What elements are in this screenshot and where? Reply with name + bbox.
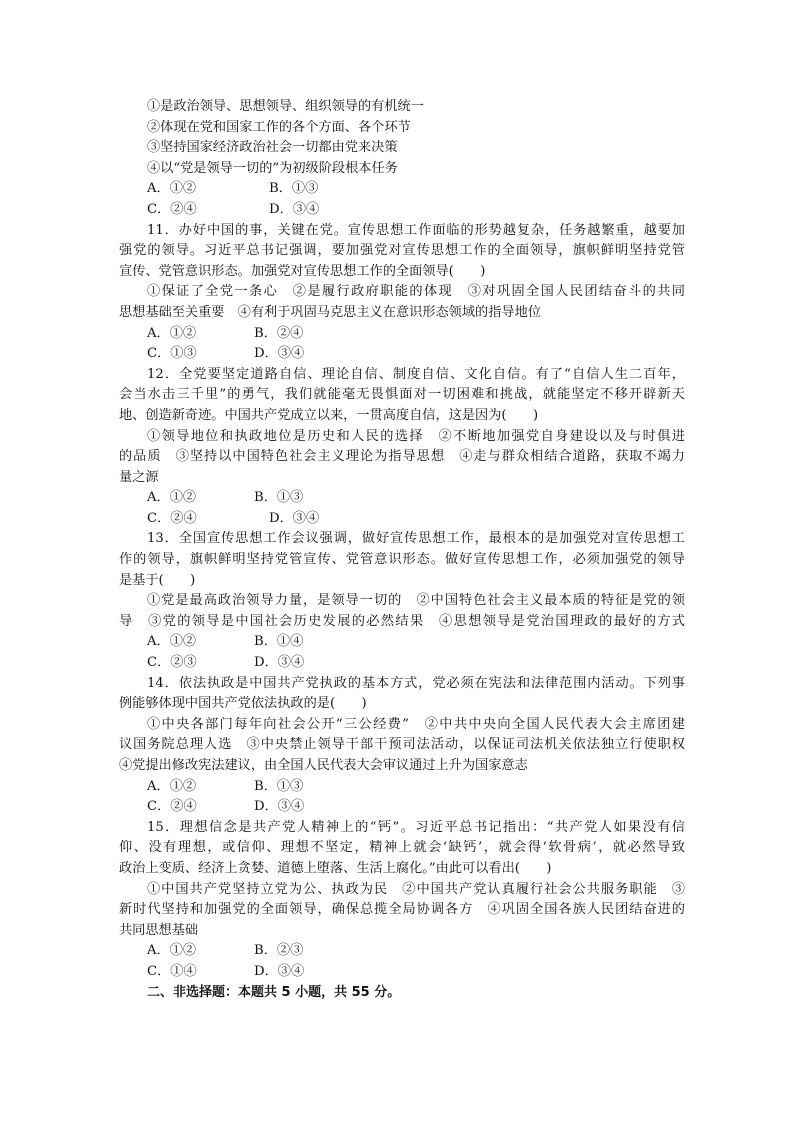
- statement: 量之源: [119, 469, 159, 485]
- option-b: B．②④: [254, 325, 304, 341]
- question-stem: 作的领导，旗帜鲜明坚持党管宣传、党管意识形态。做好宣传思想工作，必须加强党的领导: [119, 552, 685, 568]
- question-stem: 是基于( ): [119, 572, 196, 588]
- options-row: [119, 509, 685, 530]
- question-stem: 例能够体现中国共产党依法执政的是( ): [119, 696, 367, 712]
- option-c: C．②④: [147, 799, 197, 815]
- options-row: [119, 324, 685, 345]
- option-a: A．①②: [147, 181, 197, 197]
- statement: ③坚持国家经济政治社会一切都由党来决策: [147, 140, 398, 156]
- options-row: [119, 344, 685, 365]
- statement: 新时代坚持和加强党的全面领导，确保总揽全局协调各方 ④巩固全国各族人民团结奋进的: [119, 902, 685, 918]
- options-row: [119, 488, 685, 509]
- question-stem: 政治上变质、经济上贪婪、道德上堕落、生活上腐化。”由此可以看出( ): [119, 860, 552, 876]
- option-b: B．②③: [254, 943, 304, 959]
- option-b: B．①③: [254, 490, 304, 506]
- option-a: A．①②: [147, 490, 197, 506]
- question-stem: 宣传、党管意识形态。加强党对宣传思想工作的全面领导( ): [119, 263, 486, 279]
- question-13: [119, 529, 685, 673]
- statement: 导 ③党的领导是中国社会历史发展的必然结果 ④思想领导是党治国理政的最好的方式: [119, 613, 685, 629]
- option-a: A．①②: [147, 634, 197, 650]
- option-c: C．①④: [147, 963, 197, 979]
- statement: ④以“党是领导一切的”为初级阶段根本任务: [147, 160, 398, 176]
- option-c: C．②④: [147, 201, 197, 217]
- question-stem: 15．理想信念是共产党人精神上的“钙”。习近平总书记指出：“共产党人如果没有信: [147, 819, 685, 835]
- statement: ①领导地位和执政地位是历史和人民的选择 ②不断地加强党自身建设以及与时俱进: [147, 428, 685, 444]
- statement: ①保证了全党一条心 ②是履行政府职能的体现 ③对巩固全国人民团结奋斗的共同: [147, 284, 685, 300]
- option-d: D．③④: [254, 655, 305, 671]
- option-c: C．②③: [147, 655, 197, 671]
- options-row: [119, 777, 685, 798]
- question-stem: 强党的领导。习近平总书记强调，要加强党对宣传思想工作的全面领导，旗帜鲜明坚持党管: [119, 243, 685, 259]
- options-row: [119, 179, 685, 200]
- option-b: B．①③: [269, 181, 319, 197]
- option-a: A．①②: [147, 325, 197, 341]
- option-a: A．①②: [147, 778, 197, 794]
- question-stem: 仰、没有理想，或信仰、理想不坚定，精神上就会‘缺钙’，就会得‘软骨病’，就必然导致: [119, 840, 685, 856]
- statement: ①是政治领导、思想领导、组织领导的有机统一: [147, 99, 424, 114]
- question-15: [119, 818, 685, 983]
- question-stem: 11．办好中国的事，关键在党。宣传思想工作面临的形势越复杂，任务越繁重，越要加: [147, 222, 685, 238]
- statement: ①中央各部门每年向社会公开“三公经费” ②中共中央向全国人民代表大会主席团建: [147, 716, 685, 732]
- question-12: [119, 365, 685, 530]
- options-row: [119, 632, 685, 653]
- option-d: D．③④: [254, 963, 305, 979]
- options-row: [119, 797, 685, 818]
- option-a: A．①②: [147, 943, 197, 959]
- statement: ④党提出修改宪法建议，由全国人民代表大会审议通过上升为国家意志: [119, 758, 528, 773]
- options-row: [119, 200, 685, 221]
- statement: ①党是最高政治领导力量，是领导一切的 ②中国特色社会主义最本质的特征是党的领: [147, 593, 685, 609]
- options-row: [119, 962, 685, 983]
- question-stem: 12．全党要坚定道路自信、理论自信、制度自信、文化自信。有了“自信人生二百年，: [147, 366, 685, 382]
- statement: 议国务院总理人选 ③中央禁止领导干部干预司法活动，以保证司法机关依法独立行使职权: [119, 737, 685, 753]
- question-11: [119, 221, 685, 365]
- option-c: C．①③: [147, 346, 197, 362]
- statement: 思想基础至关重要 ④有利于巩固马克思主义在意识形态领域的指导地位: [119, 304, 541, 320]
- statement: 的品质 ③坚持以中国特色社会主义理论为指导思想 ④走与群众相结合道路，获取不竭力: [119, 449, 685, 465]
- question-stem: 地、创造新奇迹。中国共产党成立以来，一贯高度自信，这是因为( ): [119, 407, 539, 423]
- question-14: [119, 674, 685, 818]
- question-stem: 14．依法执政是中国共产党执政的基本方式，党必须在宪法和法律范围内活动。下列事: [147, 675, 685, 691]
- statement: ①中国共产党坚持立党为公、执政为民 ②中国共产党认真履行社会公共服务职能 ③: [147, 881, 685, 897]
- options-row: [119, 653, 685, 674]
- option-b: B．①③: [254, 778, 304, 794]
- section-heading: 二、非选择题：本题共 5 小题，共 55 分。: [147, 984, 401, 1000]
- question-10: [119, 97, 685, 221]
- option-d: D．③④: [254, 799, 305, 815]
- option-d: D．③④: [254, 346, 305, 362]
- option-b: B．①④: [254, 634, 304, 650]
- statement: ②体现在党和国家工作的各个方面、各个环节: [147, 119, 411, 135]
- exam-page: [119, 97, 685, 1003]
- option-d: D．③④: [269, 201, 320, 217]
- question-stem: 13．全国宣传思想工作会议强调，做好宣传思想工作，最根本的是加强党对宣传思想工: [147, 531, 685, 547]
- options-row: [119, 941, 685, 962]
- statement: 共同思想基础: [119, 922, 199, 938]
- question-stem: 会当水击三千里”的勇气，我们就能毫无畏惧面对一切困难和挑战，就能坚定不移开辟新天: [119, 387, 685, 403]
- option-d: D．③④: [269, 510, 320, 526]
- option-c: C．②④: [147, 510, 197, 526]
